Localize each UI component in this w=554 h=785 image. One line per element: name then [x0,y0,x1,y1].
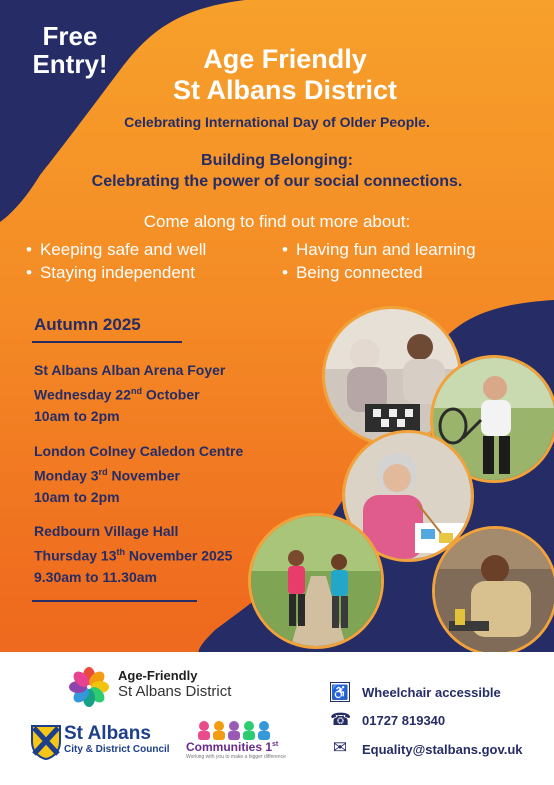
bullet-item: • Having fun and learning [282,238,476,261]
communities-logo [186,740,286,760]
event-date [34,381,225,406]
free-entry-line2: Entry! [32,49,108,79]
photo-workshop [432,526,554,656]
event-time: 10am to 2pm [34,407,120,424]
event-venue: Redbourn Village Hall [34,523,179,539]
bullet-list-right [282,238,476,284]
event-time: 10am to 2pm [34,488,120,505]
telephone-icon: ☎ [330,710,352,729]
bullet-item: • Staying independent [26,261,206,284]
subtitle: Celebrating International Day of Older People. [124,114,430,130]
theme-line2: Celebrating the power of our social connections. [91,173,463,190]
event-time: 9.30am to 11.30am [34,568,157,585]
photo-walking [248,513,384,649]
age-friendly-logo-line1: Age-Friendly [118,668,198,683]
event-month: November [111,467,180,484]
age-friendly-logo-icon [68,666,110,708]
wheelchair-text: Wheelchair accessible [362,685,501,700]
event-month: November 2025 [128,547,233,564]
bullet-list-left [26,238,206,284]
free-entry-line1: Free [42,21,98,51]
theme [0,150,554,192]
event-date [34,462,243,487]
event-ordinal: th [116,547,125,557]
council-shield-icon [30,724,62,760]
council-logo-line1: St Albans [64,723,151,744]
footer [0,652,554,785]
event-venue: London Colney Caledon Centre [34,443,244,459]
free-entry-badge [20,22,120,78]
age-friendly-logo-line2: St Albans District [118,683,232,700]
wheelchair-icon: ♿ [331,684,349,700]
title-line2: St Albans District [172,75,398,105]
divider-bottom [32,600,197,602]
phone-number: 01727 819340 [362,713,446,728]
title-line1: Age Friendly [203,44,367,74]
intro-text: Come along to find out more about: [143,212,411,231]
event-3 [34,521,232,588]
event-month: October [145,386,200,403]
communities-logo-tagline: Working with you to make a bigger difference [186,754,286,760]
event-venue: St Albans Alban Arena Foyer [34,362,226,378]
event-day: Monday 3 [34,467,99,484]
event-2 [34,441,243,508]
communities-logo-sup: st [272,741,279,748]
event-ordinal: rd [98,467,108,477]
season-heading: Autumn 2025 [34,315,141,334]
event-day: Thursday 13 [34,547,117,564]
bullet-item: • Being connected [282,261,476,284]
email-address: Equality@stalbans.gov.uk [362,742,523,757]
theme-line1: Building Belonging: [201,152,353,169]
council-logo [64,724,170,755]
communities-people-icon [196,720,274,740]
page-title [130,44,440,106]
event-date [34,542,232,567]
event-ordinal: nd [131,386,143,396]
email-icon: ✉ [332,738,348,757]
event-1 [34,360,225,427]
council-logo-line2: City & District Council [64,744,170,755]
bullet-item: • Keeping safe and well [26,238,206,261]
divider-top [32,341,182,343]
communities-logo-name: Communities 1 [186,740,273,754]
event-day: Wednesday 22 [34,386,132,403]
age-friendly-logo [118,668,231,700]
